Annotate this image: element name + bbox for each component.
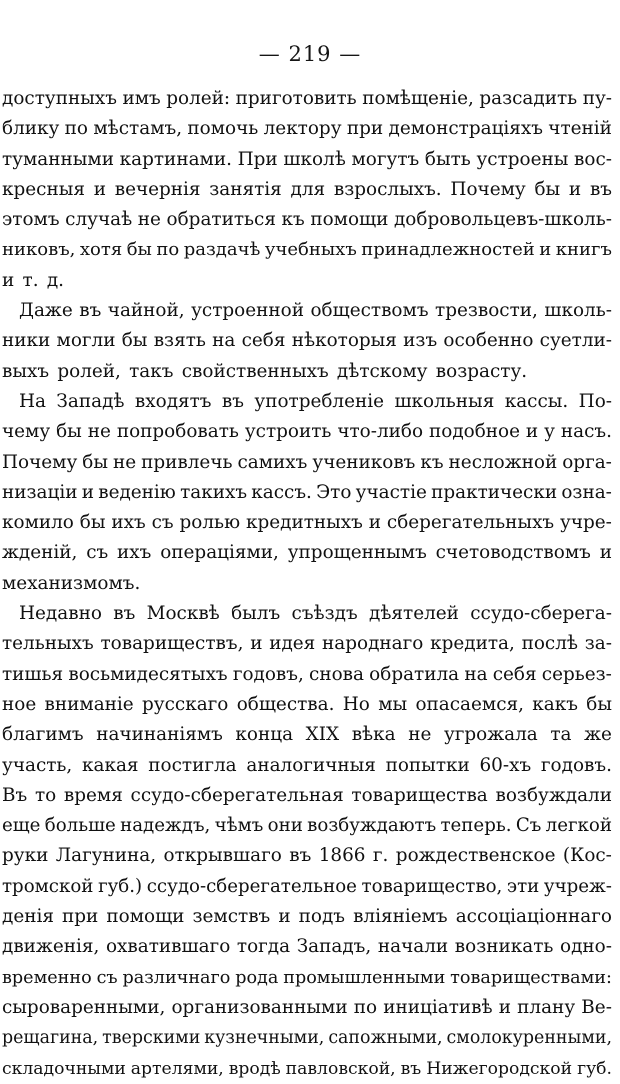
word: въ (400, 1058, 422, 1079)
word: и (250, 633, 263, 655)
word: насъ. (560, 421, 612, 443)
text-line (2, 84, 612, 114)
word: случаѣ (65, 209, 133, 231)
word: какая (82, 754, 139, 776)
text-line (2, 993, 612, 1023)
body-text (2, 84, 612, 1084)
word: Лагунина, (55, 845, 157, 867)
word: кресныя (2, 178, 85, 200)
word: и (278, 906, 291, 928)
word: кассъ. (251, 481, 312, 503)
word: разсадить (479, 88, 578, 109)
word: въ (589, 178, 612, 200)
word: не (87, 421, 111, 443)
word: вос- (574, 148, 612, 170)
word: попытки (385, 754, 470, 776)
word: имъ (122, 88, 161, 109)
text-line (2, 660, 612, 690)
word: въ (79, 300, 102, 322)
word: и (498, 996, 511, 1018)
text-line (2, 569, 612, 599)
text-line (2, 690, 612, 720)
word: трезвости, (435, 300, 538, 322)
word: они (267, 815, 303, 837)
word: чѣмъ (214, 815, 264, 837)
word: устроены (476, 148, 569, 170)
word: употребленіе (254, 390, 385, 412)
word: суетли- (539, 330, 612, 352)
word: серьез- (541, 663, 612, 685)
word: различнаго (122, 967, 231, 988)
word: картинами. (119, 148, 232, 170)
word: возрасту. (435, 360, 528, 382)
word: народнаго (322, 633, 424, 655)
word: бы (79, 512, 106, 534)
word: операціями, (160, 542, 279, 564)
text-line (2, 963, 612, 993)
page-number: — 219 — (258, 42, 362, 66)
word: ссудо-сберега- (470, 603, 612, 625)
word: дѣтскому (336, 360, 428, 382)
word: та (550, 724, 572, 746)
word: хотя (79, 239, 123, 261)
word: чайной, (107, 300, 185, 322)
word: взять (153, 330, 206, 352)
word: не (408, 724, 432, 746)
text-line (2, 175, 612, 205)
text-line (2, 326, 612, 356)
text-line (2, 417, 612, 447)
word: себя (492, 663, 537, 685)
word: Западѣ (56, 390, 125, 412)
word: вліяніемъ (353, 906, 448, 928)
word: и (93, 178, 106, 200)
word: бы (82, 451, 108, 473)
word: обратиться (166, 209, 276, 231)
word: что-либо (337, 421, 424, 443)
word: денія (2, 906, 54, 928)
word: веденію (98, 481, 176, 503)
word: подъ (298, 906, 345, 928)
word: 60-хъ (479, 754, 532, 776)
word: несложной (448, 451, 558, 473)
word: помѣщеніе, (362, 88, 474, 109)
word: восьмидесятыхъ (68, 663, 228, 685)
word: конца (235, 724, 294, 746)
word: и (599, 542, 612, 564)
word: снова (309, 663, 364, 685)
word: въ (289, 845, 312, 867)
word: При (237, 148, 278, 170)
word: кассы. (504, 390, 569, 412)
text-line (2, 841, 612, 871)
text-line (2, 387, 612, 417)
word: бы (586, 693, 612, 715)
text-line (2, 114, 612, 144)
word: по (156, 239, 180, 261)
word: школь- (544, 300, 612, 322)
word: въ (113, 603, 136, 625)
word: могутъ (351, 148, 420, 170)
word: Почему (450, 178, 526, 200)
word: плану (517, 996, 576, 1018)
word: помощи (106, 906, 185, 928)
word: мѣстамъ, (93, 118, 183, 140)
text-line (2, 266, 612, 296)
word: смолокуренными, (446, 1028, 612, 1049)
word: быть (424, 148, 471, 170)
word: земствъ (192, 906, 271, 928)
word: какъ (532, 693, 578, 715)
word: при (62, 906, 99, 928)
word: съѣздъ (291, 603, 358, 625)
word: послѣ (521, 633, 578, 655)
text-line (2, 538, 612, 568)
word: Но (342, 693, 370, 715)
word: теперь. (440, 815, 512, 837)
word: съ (96, 967, 118, 988)
word: Съ (515, 815, 542, 837)
word: бы (56, 421, 82, 443)
word: открывшаго (163, 845, 282, 867)
word: время (63, 784, 123, 806)
word: эти (506, 875, 540, 897)
word: выхъ (2, 360, 50, 382)
word: чтеній (548, 118, 612, 140)
word: одно- (560, 936, 612, 958)
word: тверскими (102, 1028, 201, 1049)
word: и (368, 512, 382, 534)
word: вродѣ (228, 1058, 281, 1079)
word: въ (221, 390, 244, 412)
word: и (2, 269, 15, 291)
word: раздачѣ (183, 239, 261, 261)
text-line (2, 205, 612, 235)
word: взрослыхъ. (333, 178, 442, 200)
word: помощи (310, 209, 389, 231)
word: рещагина, (2, 1028, 99, 1049)
word: больше (44, 815, 116, 837)
word: сберегательныхъ (386, 512, 555, 534)
word: участіе (355, 481, 427, 503)
word: низаціи (2, 481, 78, 503)
word: никовъ, (2, 239, 76, 261)
text-line (2, 629, 612, 659)
word: надеждъ, (120, 815, 211, 837)
word: сыроваренными, (2, 996, 166, 1018)
word: на (464, 663, 488, 685)
word: губ.) (98, 875, 143, 897)
text-line (2, 902, 612, 932)
text-line (2, 145, 612, 175)
word: съ (86, 542, 109, 564)
word: не (137, 209, 161, 231)
word: свойственныхъ (181, 360, 329, 382)
word: тишья (2, 663, 64, 685)
word: дѣятелей (369, 603, 459, 625)
word: бы (126, 239, 152, 261)
word: пу- (582, 88, 612, 109)
word: по (64, 118, 89, 140)
word: годовъ. (540, 754, 612, 776)
word: учебныхъ (264, 239, 357, 261)
word: нѣкоторыя (291, 330, 397, 352)
word: упрощеннымъ (287, 542, 427, 564)
word: къ (420, 451, 444, 473)
word: Москвѣ (146, 603, 220, 625)
word: идея (269, 633, 316, 655)
word: годовъ, (232, 663, 304, 685)
word: опасаемся, (415, 693, 524, 715)
word: бы (121, 330, 148, 352)
word: Даже (19, 300, 73, 322)
word: и (539, 239, 552, 261)
word: постигла (148, 754, 237, 776)
word: себя (241, 330, 286, 352)
word: на (212, 330, 236, 352)
word: возникать (454, 936, 554, 958)
text-line (2, 932, 612, 962)
word: принадлежностей (361, 239, 535, 261)
text-line (2, 296, 612, 326)
word: у (544, 421, 555, 443)
word: иниціативѣ (383, 996, 493, 1018)
word: приготовить (235, 88, 357, 109)
word: руки (2, 845, 49, 867)
word: начинаніямъ (96, 724, 223, 746)
word: комило (2, 512, 74, 534)
word: помочь (187, 118, 259, 140)
word: орга- (562, 451, 612, 473)
word: демонстраціяхъ (388, 118, 543, 140)
word: школѣ (283, 148, 346, 170)
word: при (346, 118, 384, 140)
word: товариществами: (450, 967, 612, 988)
word: товариществъ, (100, 633, 244, 655)
word: общества. (236, 693, 335, 715)
word: ссудо-сберегательная (130, 784, 344, 806)
word: былъ (231, 603, 281, 625)
word: Это (316, 481, 352, 503)
word: ное (2, 693, 37, 715)
word: ники (2, 330, 51, 352)
word: учениковъ (312, 451, 416, 473)
word: Недавно (19, 603, 102, 625)
word: т. (22, 269, 39, 291)
word: товарищества (351, 784, 488, 806)
word: благимъ (2, 724, 84, 746)
word: школьныя (394, 390, 495, 412)
word: учреж- (543, 875, 612, 897)
word: и (568, 178, 582, 200)
word: и (81, 481, 94, 503)
word: ссудо-сберегательное (146, 875, 357, 897)
word: къ (281, 209, 305, 231)
word: самихъ (237, 451, 308, 473)
word: XIX (305, 724, 340, 746)
word: озна- (561, 481, 612, 503)
word: доступныхъ (2, 88, 117, 109)
word: русскаго (142, 693, 229, 715)
word: ассоціаціоннаго (455, 906, 612, 928)
text-line (2, 357, 612, 387)
word: привлечь (141, 451, 233, 473)
word: начали (377, 936, 449, 958)
word: павловской, (285, 1058, 396, 1079)
word: губ. (577, 1058, 612, 1079)
word: угрожала (443, 724, 538, 746)
text-line (2, 811, 612, 841)
word: занятія (209, 178, 282, 200)
word: по (353, 996, 378, 1018)
word: движенія, (2, 936, 100, 958)
word: туманными (2, 148, 114, 170)
text-line (2, 781, 612, 811)
text-line (2, 235, 612, 265)
word: кузнечными, (204, 1028, 325, 1049)
word: Нижегородской (426, 1058, 573, 1079)
word: рода (235, 967, 279, 988)
text-line (2, 751, 612, 781)
word: вѣка (351, 724, 396, 746)
word: кредита, (430, 633, 515, 655)
text-line (2, 872, 612, 902)
word: подобное (428, 421, 520, 443)
word: мы (378, 693, 408, 715)
word: легкой (545, 815, 612, 837)
word: устроить (244, 421, 332, 443)
word: д. (46, 269, 64, 291)
word: кредитныхъ (245, 512, 363, 534)
word: (Кос- (562, 845, 612, 867)
word: возбуждали (495, 784, 612, 806)
word: учре- (560, 512, 612, 534)
word: ролей, (57, 360, 121, 382)
word: этомъ (2, 209, 60, 231)
word: тельныхъ (2, 633, 94, 655)
word: Почему (2, 451, 78, 473)
word: и (525, 421, 539, 443)
text-line (2, 1054, 612, 1084)
word: участь, (2, 754, 73, 776)
word: такихъ (180, 481, 248, 503)
word: артелями, (130, 1058, 224, 1079)
word: жденій, (2, 542, 78, 564)
text-line (2, 448, 612, 478)
word: тромской (2, 875, 94, 897)
word: временно (2, 967, 92, 988)
word: попробовать (116, 421, 239, 443)
word: механизмомъ. (2, 572, 141, 594)
word: съ (151, 512, 174, 534)
word: По- (578, 390, 612, 412)
word: добровольцевъ-школь- (393, 209, 612, 231)
word: ролью (179, 512, 241, 534)
word: рождественское (395, 845, 556, 867)
word: лектору (263, 118, 342, 140)
word: книгъ (555, 239, 612, 261)
word: сапожными, (328, 1028, 443, 1049)
word: чему (2, 421, 51, 443)
word: ролей: (166, 88, 231, 109)
text-line (2, 478, 612, 508)
word: 1866 (318, 845, 366, 867)
word: такъ (129, 360, 174, 382)
word: аналогичныя (246, 754, 376, 776)
word: возбуждаютъ (307, 815, 437, 837)
word: Въ (2, 784, 28, 806)
word: бы (534, 178, 561, 200)
word: изъ (403, 330, 438, 352)
word: г. (372, 845, 389, 867)
text-line (2, 720, 612, 750)
word: товарищество, (361, 875, 503, 897)
word: промышленными (283, 967, 446, 988)
word: могли (56, 330, 116, 352)
word: вниманіе (44, 693, 134, 715)
word: входятъ (134, 390, 212, 412)
word: вечернія (114, 178, 201, 200)
word: ихъ (111, 512, 146, 534)
word: практически (431, 481, 558, 503)
word: складочными (2, 1058, 126, 1079)
word: блику (2, 118, 60, 140)
word: то (34, 784, 57, 806)
word: ихъ (117, 542, 152, 564)
text-line (2, 508, 612, 538)
word: тогда (236, 936, 291, 958)
word: счетоводствомъ (435, 542, 591, 564)
word: за- (584, 633, 612, 655)
word: не (112, 451, 137, 473)
word: обществомъ (310, 300, 429, 322)
text-line (2, 599, 612, 629)
word: еще (2, 815, 41, 837)
word: Западъ, (296, 936, 372, 958)
word: охватившаго (105, 936, 231, 958)
text-line (2, 1023, 612, 1053)
word: для (290, 178, 326, 200)
word: обратила (369, 663, 460, 685)
word: На (19, 390, 47, 412)
word: особенно (443, 330, 534, 352)
word: организованными (171, 996, 348, 1018)
word: же (584, 724, 612, 746)
word: Ве- (581, 996, 612, 1018)
word: устроенной (191, 300, 304, 322)
